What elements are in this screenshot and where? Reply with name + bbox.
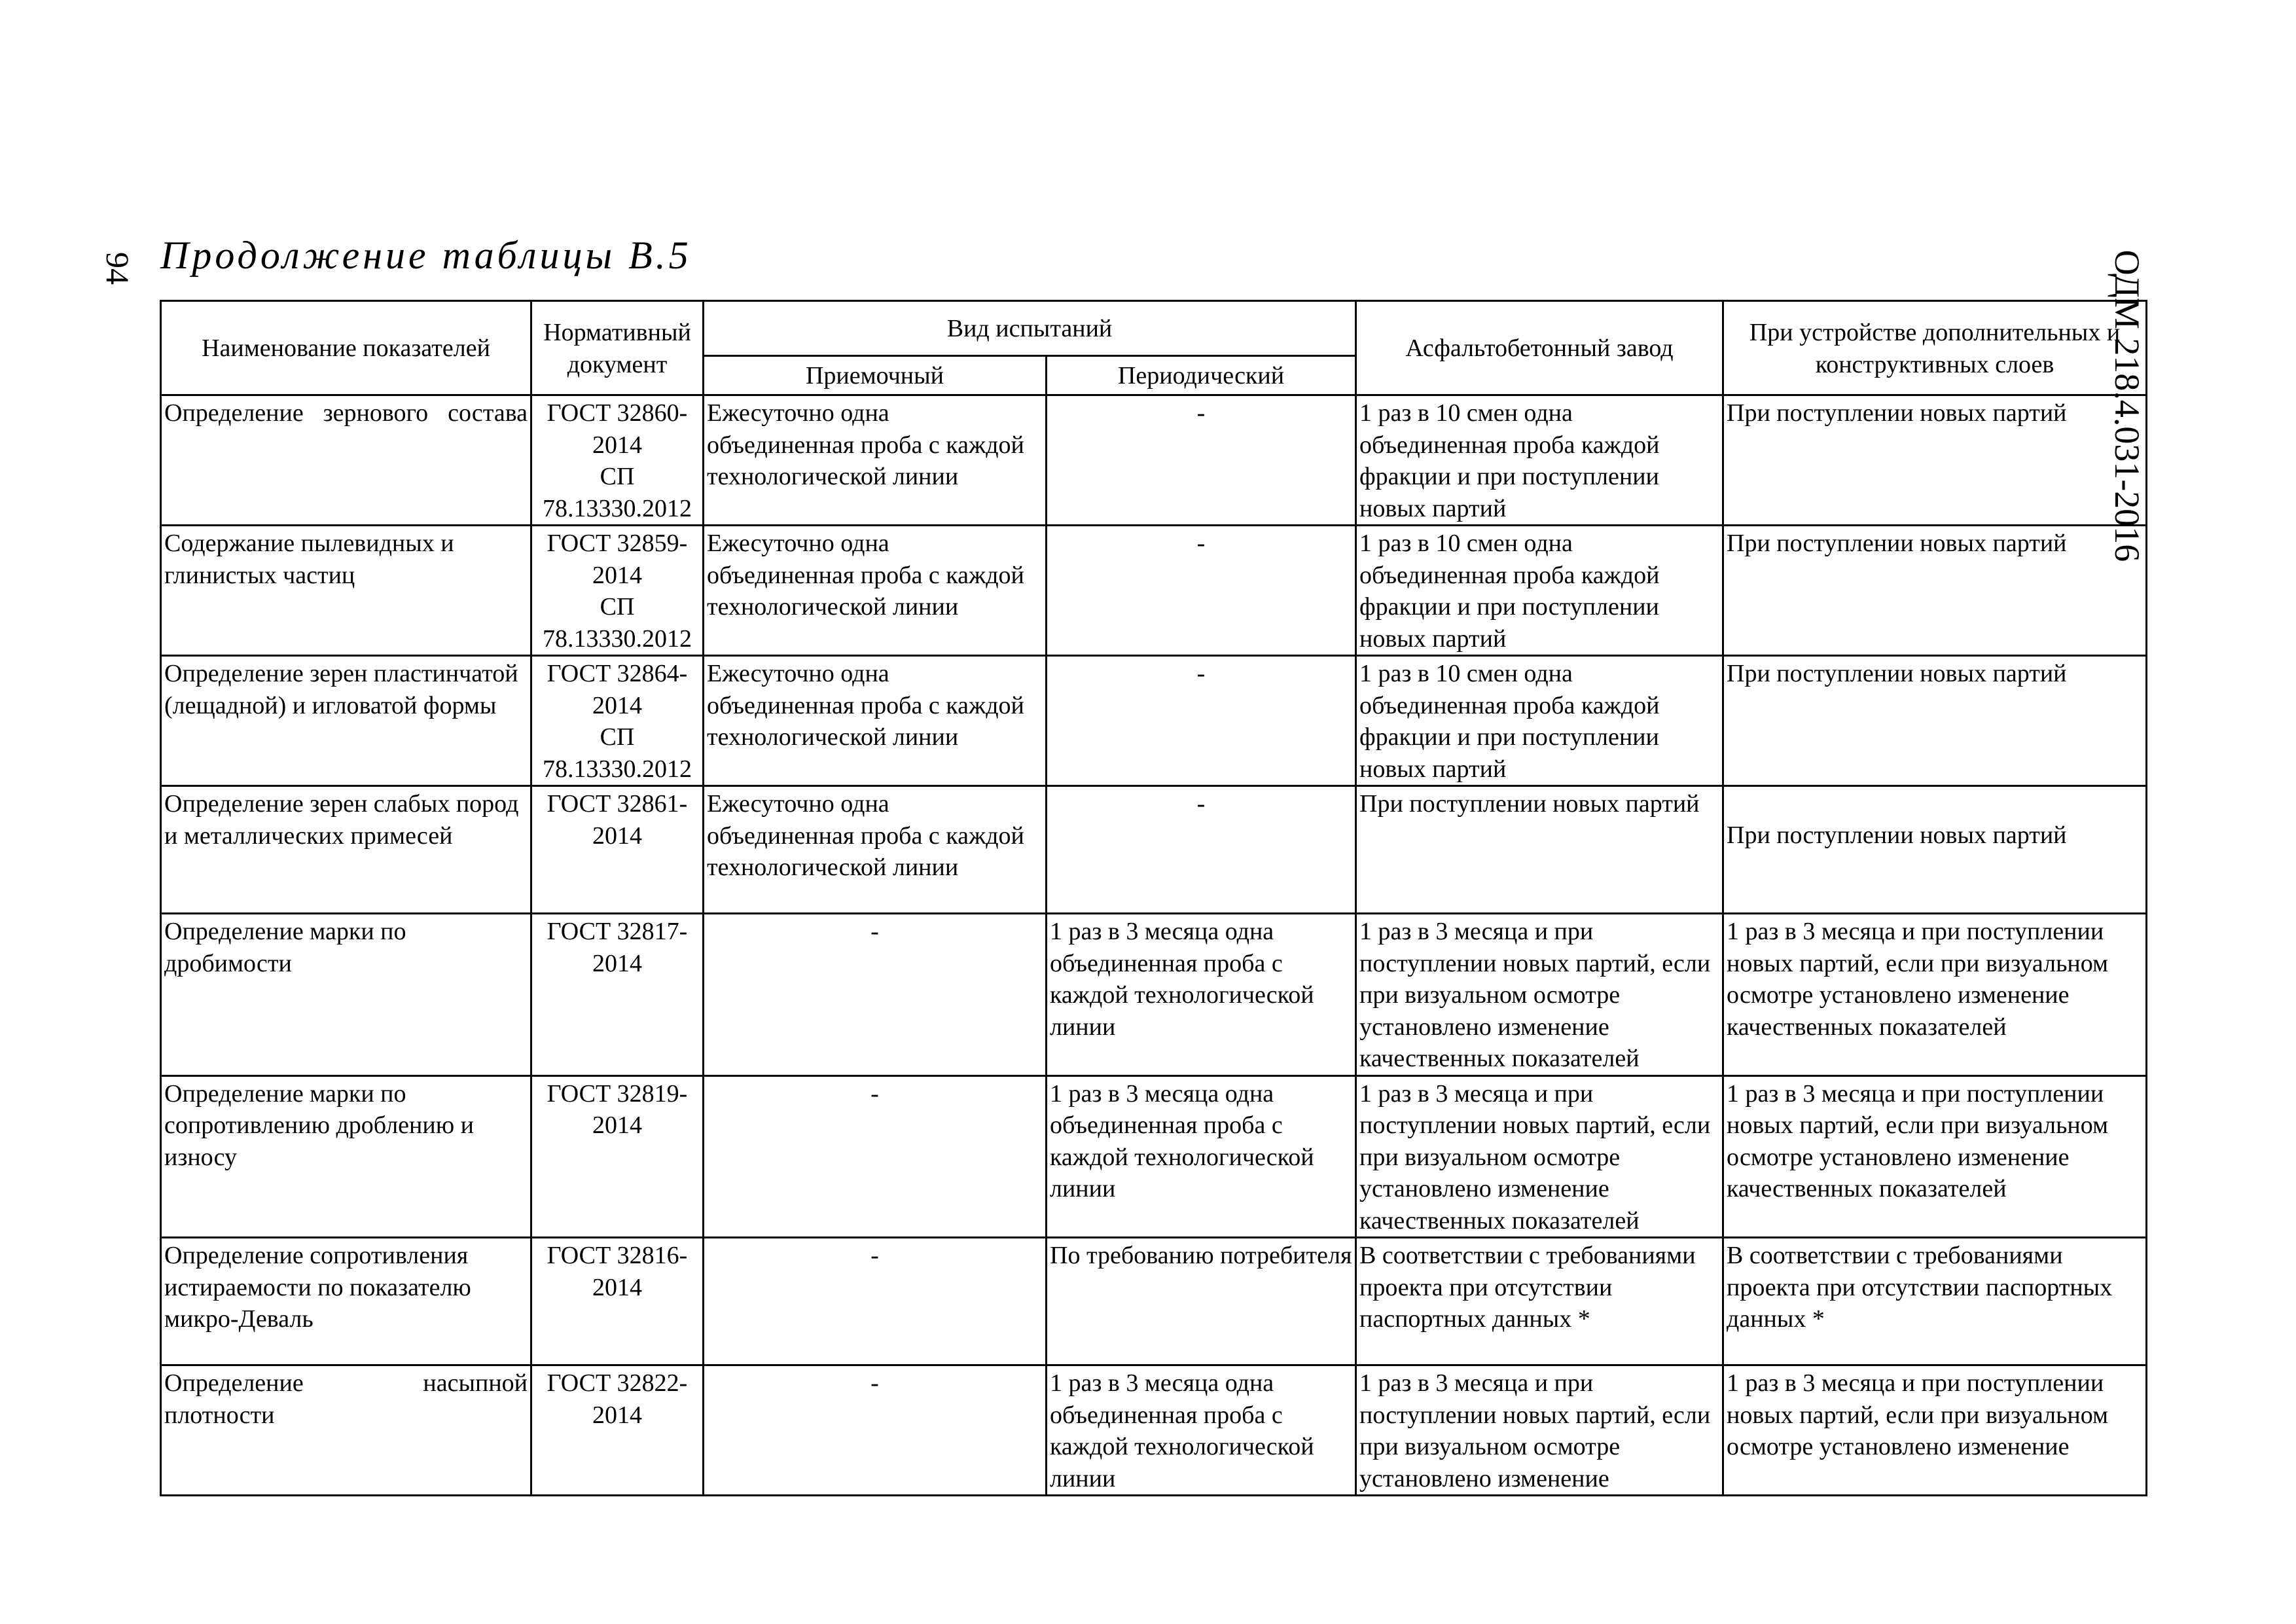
cell-asphalt-plant: 1 раз в 3 месяца и при поступлении новых партий, если при визуальном осмотре установлено изменение качественных показателей xyxy=(1356,1075,1723,1238)
cell-periodic: - xyxy=(1047,395,1356,526)
header-test-type: Вид испытаний xyxy=(704,301,1356,356)
cell-acceptance: Ежесуточно одна объединенная проба с каждой технологической линии xyxy=(704,786,1047,914)
cell-normative-doc: ГОСТ 32859- 2014 СП 78.13330.2012 xyxy=(531,526,704,656)
cell-periodic: 1 раз в 3 месяца одна объединенная проба с каждой технологической линии xyxy=(1047,1365,1356,1496)
cell-normative-doc: ГОСТ 32817- 2014 xyxy=(531,914,704,1076)
table-row xyxy=(161,1238,2147,1365)
cell-acceptance: - xyxy=(704,1238,1047,1365)
table-row xyxy=(161,656,2147,786)
cell-asphalt-plant: При поступлении новых партий xyxy=(1356,786,1723,914)
cell-periodic: - xyxy=(1047,656,1356,786)
cell-asphalt-plant: 1 раз в 10 смен одна объединенная проба каждой фракции и при поступлении новых партий xyxy=(1356,656,1723,786)
table-row xyxy=(161,1365,2147,1496)
cell-additional-layers: При поступлении новых партий xyxy=(1723,786,2147,914)
cell-acceptance: - xyxy=(704,914,1047,1076)
header-asphalt-plant: Асфальтобетонный завод xyxy=(1356,301,1723,395)
cell-acceptance: Ежесуточно одна объединенная проба с каждой технологической линии xyxy=(704,526,1047,656)
cell-additional-layers: При поступлении новых партий xyxy=(1723,526,2147,656)
header-additional-layers: При устройстве дополнительных и конструктивных слоев xyxy=(1723,301,2147,395)
cell-asphalt-plant: В соответствии с требованиями проекта при отсутствии паспортных данных * xyxy=(1356,1238,1723,1365)
cell-indicator: Определение насыпной плотности xyxy=(161,1365,531,1496)
cell-additional-layers: 1 раз в 3 месяца и при поступлении новых партий, если при визуальном осмотре установлено изменение качественных показателей xyxy=(1723,914,2147,1076)
indicators-table xyxy=(160,300,2147,1496)
cell-asphalt-plant: 1 раз в 10 смен одна объединенная проба каждой фракции и при поступлении новых партий xyxy=(1356,395,1723,526)
header-normative-doc: Нормативный документ xyxy=(531,301,704,395)
cell-additional-layers: При поступлении новых партий xyxy=(1723,656,2147,786)
cell-normative-doc: ГОСТ 32864- 2014 СП 78.13330.2012 xyxy=(531,656,704,786)
cell-normative-doc: ГОСТ 32822- 2014 xyxy=(531,1365,704,1496)
header-name: Наименование показателей xyxy=(161,301,531,395)
cell-indicator: Определение зерен слабых пород и металлических примесей xyxy=(161,786,531,914)
cell-asphalt-plant: 1 раз в 3 месяца и при поступлении новых партий, если при визуальном осмотре установлено изменение xyxy=(1356,1365,1723,1496)
table-row xyxy=(161,526,2147,656)
cell-acceptance: Ежесуточно одна объединенная проба с каждой технологической линии xyxy=(704,395,1047,526)
cell-normative-doc: ГОСТ 32819- 2014 xyxy=(531,1075,704,1238)
cell-periodic: - xyxy=(1047,526,1356,656)
cell-asphalt-plant: 1 раз в 10 смен одна объединенная проба каждой фракции и при поступлении новых партий xyxy=(1356,526,1723,656)
table-row xyxy=(161,786,2147,914)
cell-acceptance: - xyxy=(704,1365,1047,1496)
cell-normative-doc: ГОСТ 32861- 2014 xyxy=(531,786,704,914)
table-row xyxy=(161,1075,2147,1238)
table-row xyxy=(161,914,2147,1076)
cell-additional-layers: 1 раз в 3 месяца и при поступлении новых партий, если при визуальном осмотре установлено изменение xyxy=(1723,1365,2147,1496)
cell-indicator: Содержание пылевидных и глинистых частиц xyxy=(161,526,531,656)
cell-indicator: Определение зернового состава xyxy=(161,395,531,526)
cell-indicator: Определение марки по сопротивлению дроблению и износу xyxy=(161,1075,531,1238)
cell-periodic: - xyxy=(1047,786,1356,914)
cell-periodic: 1 раз в 3 месяца одна объединенная проба с каждой технологической линии xyxy=(1047,914,1356,1076)
table-row xyxy=(161,395,2147,526)
header-acceptance: Приемочный xyxy=(704,356,1047,395)
header-periodic: Периодический xyxy=(1047,356,1356,395)
cell-normative-doc: ГОСТ 32860- 2014 СП 78.13330.2012 xyxy=(531,395,704,526)
cell-additional-layers: 1 раз в 3 месяца и при поступлении новых партий, если при визуальном осмотре установлено изменение качественных показателей xyxy=(1723,1075,2147,1238)
cell-asphalt-plant: 1 раз в 3 месяца и при поступлении новых партий, если при визуальном осмотре установлено изменение качественных показателей xyxy=(1356,914,1723,1076)
cell-indicator: Определение сопротивления истираемости по показателю микро-Деваль xyxy=(161,1238,531,1365)
cell-indicator: Определение марки по дробимости xyxy=(161,914,531,1076)
cell-normative-doc: ГОСТ 32816- 2014 xyxy=(531,1238,704,1365)
cell-acceptance: - xyxy=(704,1075,1047,1238)
cell-indicator: Определение зерен пластинчатой (лещадной) и игловатой формы xyxy=(161,656,531,786)
table-continuation-title: Продолжение таблицы В.5 xyxy=(160,234,692,277)
cell-additional-layers: При поступлении новых партий xyxy=(1723,395,2147,526)
cell-additional-layers: В соответствии с требованиями проекта при отсутствии паспортных данных * xyxy=(1723,1238,2147,1365)
cell-periodic: 1 раз в 3 месяца одна объединенная проба с каждой технологической линии xyxy=(1047,1075,1356,1238)
document-id: ОДМ 218.4.031-2016 xyxy=(2108,249,2147,562)
page-number: 94 xyxy=(99,252,136,285)
cell-acceptance: Ежесуточно одна объединенная проба с каждой технологической линии xyxy=(704,656,1047,786)
cell-periodic: По требованию потребителя xyxy=(1047,1238,1356,1365)
